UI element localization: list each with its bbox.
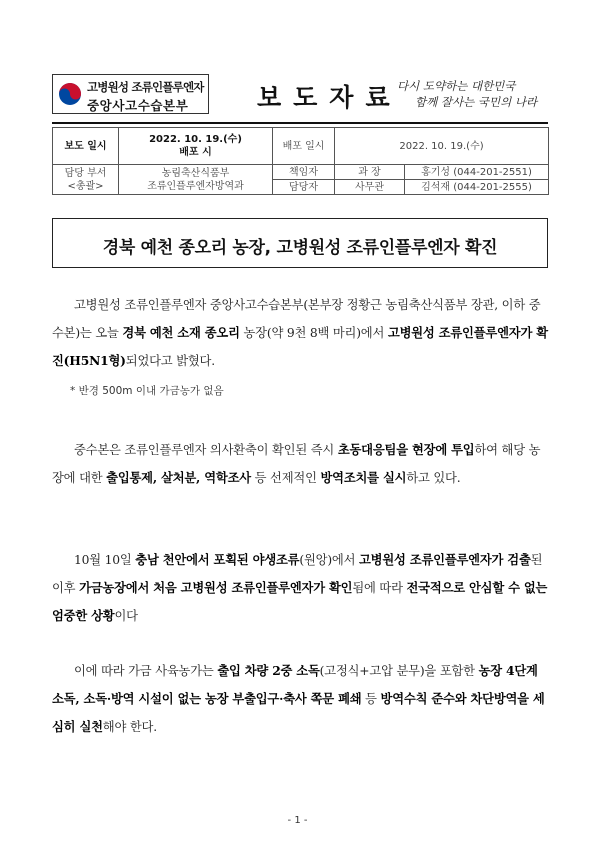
p3-text-c: (원앙)에서 bbox=[299, 553, 359, 567]
p2-text-c: 하여 해당 농장에 대한 bbox=[52, 443, 541, 485]
report-date-value-line2: 배포 시 bbox=[179, 147, 212, 158]
responsible-title: 과 장 bbox=[335, 165, 405, 180]
p2-text-a: 중수본은 조류인플루엔자 의사환축이 확인된 즉시 bbox=[74, 443, 338, 457]
slogan-line2: 함께 잘사는 국민의 나라 bbox=[415, 95, 538, 109]
p4-bold-disinfection: 농장 4단계 소독, 소독·방역 시설이 없는 농장 부출입구·축사 쪽문 폐쇄 bbox=[52, 663, 538, 706]
p2-text-g: 하고 있다. bbox=[406, 471, 461, 485]
government-slogan bbox=[397, 78, 537, 110]
release-info-table bbox=[52, 127, 549, 195]
slogan-line1: 다시 도약하는 대한민국 bbox=[397, 79, 516, 93]
p4-text-e: 등 bbox=[361, 692, 381, 706]
department-value-cell bbox=[119, 165, 273, 195]
distribution-date-value: 2022. 10. 19.(수) bbox=[335, 128, 549, 165]
p4-bold-compliance: 방역수칙 준수와 차단방역을 세심히 실천 bbox=[52, 691, 545, 734]
staff-label: 담당자 bbox=[273, 180, 335, 195]
responsible-row bbox=[53, 165, 549, 180]
p4-text-a: 이에 따라 가금 사육농가는 bbox=[74, 664, 218, 678]
department-label: 담당 부서 bbox=[64, 167, 107, 179]
p1-text-c: 농장(약 9천 8백 마리)에서 bbox=[239, 326, 388, 340]
department-value1: 농림축산식품부 bbox=[161, 167, 230, 179]
p4-text-g: 해야 한다. bbox=[102, 720, 157, 734]
paragraph-1 bbox=[52, 291, 548, 375]
release-date-row bbox=[53, 128, 549, 165]
p3-text-e: 된 이후 bbox=[52, 553, 543, 595]
p4-text-c: (고정식+고압 분무)을 포함한 bbox=[319, 664, 479, 678]
p2-bold-team: 초동대응팀을 현장에 투입 bbox=[337, 442, 475, 457]
department-value2: 조류인플루엔자방역과 bbox=[147, 180, 244, 192]
press-header bbox=[52, 64, 548, 124]
p1-bold-location: 경북 예천 소재 종오리 bbox=[122, 325, 240, 340]
p3-bold-farm-first: 가금농장에서 처음 고병원성 조류인플루엔자가 확인 bbox=[79, 580, 353, 595]
p3-text-a: 10월 10일 bbox=[74, 553, 136, 567]
p4-bold-vehicle: 출입 차량 2중 소독 bbox=[217, 663, 320, 678]
p2-bold-action: 방역조치를 실시 bbox=[320, 470, 407, 485]
p1-bold-confirm: 고병원성 조류인플루엔자가 확진(H5N1형) bbox=[52, 325, 548, 368]
headline: 경북 예천 종오리 농장, 고병원성 조류인플루엔자 확진 bbox=[102, 238, 498, 258]
logo-line1: 고병원성 조류인플루엔자 bbox=[87, 80, 204, 94]
footnote-radius: * 반경 500m 이내 가금농가 없음 bbox=[70, 385, 224, 397]
p2-bold-measures: 출입통제, 살처분, 역학조사 bbox=[106, 470, 251, 485]
department-sub: <총괄> bbox=[67, 180, 104, 192]
department-label-cell bbox=[53, 165, 119, 195]
p2-text-e: 등 선제적인 bbox=[250, 471, 321, 485]
report-date-value bbox=[119, 128, 273, 165]
staff-name: 김석재 (044-201-2555) bbox=[405, 180, 549, 195]
p3-bold-detected: 고병원성 조류인플루엔자가 검출 bbox=[358, 552, 531, 567]
p3-text-g: 됨에 따라 bbox=[352, 581, 407, 595]
p1-text-a: 고병원성 조류인플루엔자 중앙사고수습본부(본부장 정황근 농림축산식품부 장관, 이하 중수본)는 오늘 bbox=[52, 298, 541, 340]
header-rule bbox=[52, 122, 548, 124]
responsible-name: 홍기성 (044-201-2551) bbox=[405, 165, 549, 180]
report-date-label: 보도 일시 bbox=[53, 128, 119, 165]
page-number: - 1 - bbox=[287, 815, 308, 826]
paragraph-4 bbox=[52, 657, 548, 741]
p3-text-i: 이다 bbox=[114, 609, 138, 623]
p3-bold-situation: 전국적으로 안심할 수 없는 엄중한 상황 bbox=[52, 580, 548, 623]
logo-line2: 중앙사고수습본부 bbox=[87, 98, 189, 113]
p3-bold-wildbird: 충남 천안에서 포획된 야생조류 bbox=[135, 552, 300, 567]
taegeuk-emblem-icon bbox=[58, 82, 82, 106]
responsible-label: 책임자 bbox=[273, 165, 335, 180]
headline-box bbox=[52, 218, 548, 268]
report-date-value-line1: 2022. 10. 19.(수) bbox=[149, 134, 242, 145]
paragraph-2 bbox=[52, 436, 548, 492]
p1-text-e: 되었다고 밝혔다. bbox=[125, 354, 215, 368]
agency-logo bbox=[52, 74, 209, 114]
distribution-date-label: 배포 일시 bbox=[273, 128, 335, 165]
paragraph-3 bbox=[52, 546, 548, 630]
staff-title: 사무관 bbox=[335, 180, 405, 195]
press-release-title: 보도자료 bbox=[257, 83, 402, 112]
